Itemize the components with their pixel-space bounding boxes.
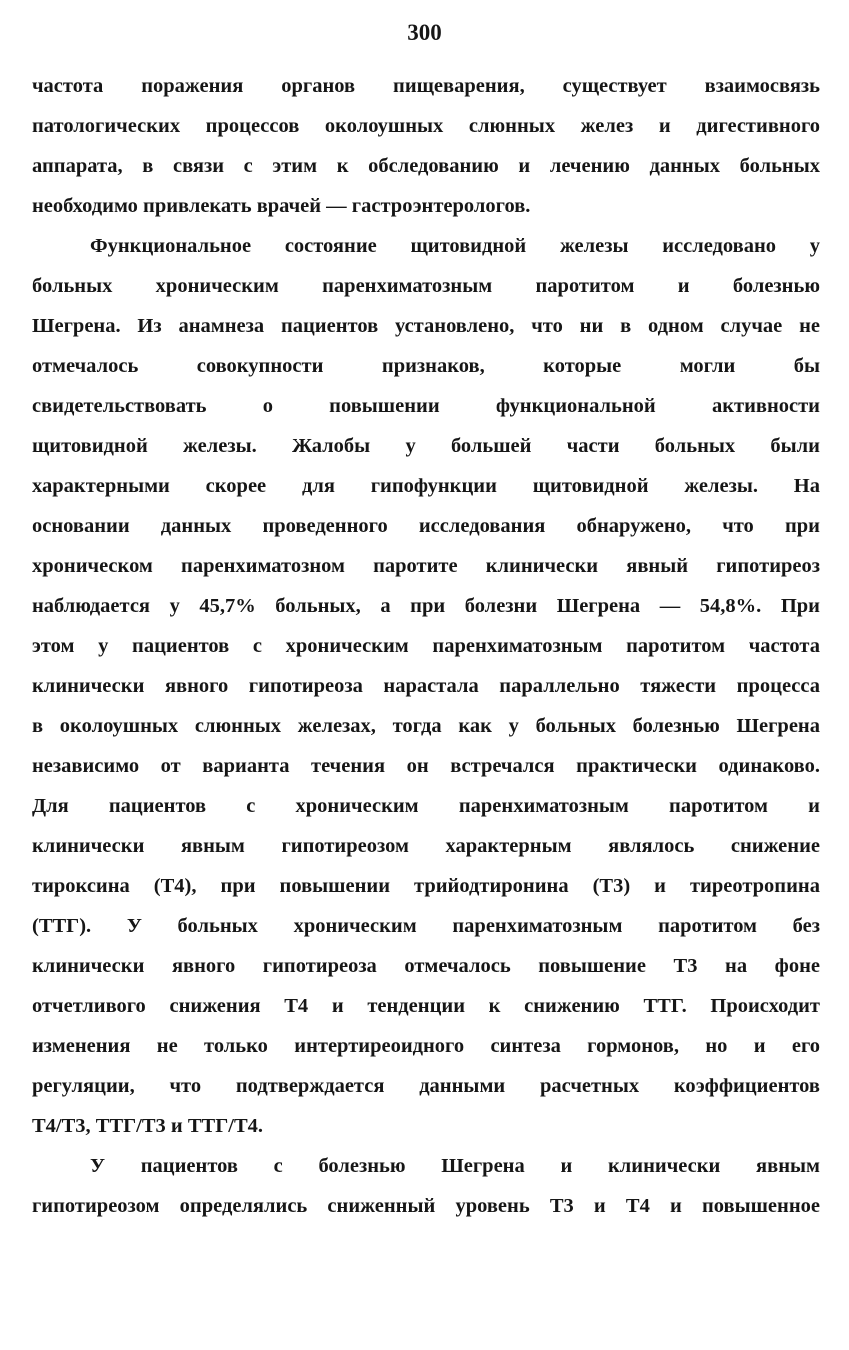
text-line: Функциональное состояние щитовидной железы исследовано у [90, 235, 820, 257]
text-line: тироксина (T4), при повышении трийодтиронина (T3) и тиреотропина [32, 875, 820, 897]
text-line: отчетливого снижения T4 и тенденции к снижению ТТГ. Происходит [32, 995, 820, 1017]
text-line: клинически явного гипотиреоза нарастала параллельно тяжести процесса [32, 675, 820, 697]
paragraph-1 [32, 66, 820, 226]
paragraph-3 [32, 1146, 820, 1226]
text-line: свидетельствовать о повышении функциональной активности [32, 395, 820, 417]
text-line: гипотиреозом определялись сниженный уровень T3 и T4 и повышенное [32, 1195, 820, 1217]
text-line: Шегрена. Из анамнеза пациентов установлено, что ни в одном случае не [32, 315, 820, 337]
text-line: наблюдается у 45,7% больных, а при болезни Шегрена — 54,8%. При [32, 595, 820, 617]
text-line: T4/T3, ТТГ/T3 и ТТГ/T4. [32, 1115, 263, 1137]
body-text [32, 66, 820, 1226]
text-line: клинически явного гипотиреоза отмечалось повышение T3 на фоне [32, 955, 820, 977]
text-line: отмечалось совокупности признаков, которые могли бы [32, 355, 820, 377]
text-line: частота поражения органов пищеварения, существует взаимосвязь [32, 75, 820, 97]
text-line: в околоушных слюнных железах, тогда как у больных болезнью Шегрена [32, 715, 820, 737]
page-number: 300 [407, 20, 442, 45]
text-line: регуляции, что подтверждается данными расчетных коэффициентов [32, 1075, 820, 1097]
text-line: этом у пациентов с хроническим паренхиматозным паротитом частота [32, 635, 820, 657]
text-line: клинически явным гипотиреозом характерным являлось снижение [32, 835, 820, 857]
text-line: больных хроническим паренхиматозным паротитом и болезнью [32, 275, 820, 297]
text-line: (ТТГ). У больных хроническим паренхиматозным паротитом без [32, 915, 820, 937]
text-line: патологических процессов околоушных слюнных желез и дигестивного [32, 115, 820, 137]
text-line: основании данных проведенного исследования обнаружено, что при [32, 515, 820, 537]
text-line: У пациентов с болезнью Шегрена и клинически явным [90, 1155, 820, 1177]
text-line: изменения не только интертиреоидного синтеза гормонов, но и его [32, 1035, 820, 1057]
text-line: характерными скорее для гипофункции щитовидной железы. На [32, 475, 820, 497]
text-line: независимо от варианта течения он встречался практически одинаково. [32, 755, 820, 777]
text-line: Для пациентов с хроническим паренхиматозным паротитом и [32, 795, 820, 817]
text-line: необходимо привлекать врачей — гастроэнтерологов. [32, 195, 531, 217]
text-line: аппарата, в связи с этим к обследованию и лечению данных больных [32, 155, 820, 177]
text-line: щитовидной железы. Жалобы у большей части больных были [32, 435, 820, 457]
paragraph-2 [32, 226, 820, 1146]
text-line: хроническом паренхиматозном паротите клинически явный гипотиреоз [32, 555, 820, 577]
